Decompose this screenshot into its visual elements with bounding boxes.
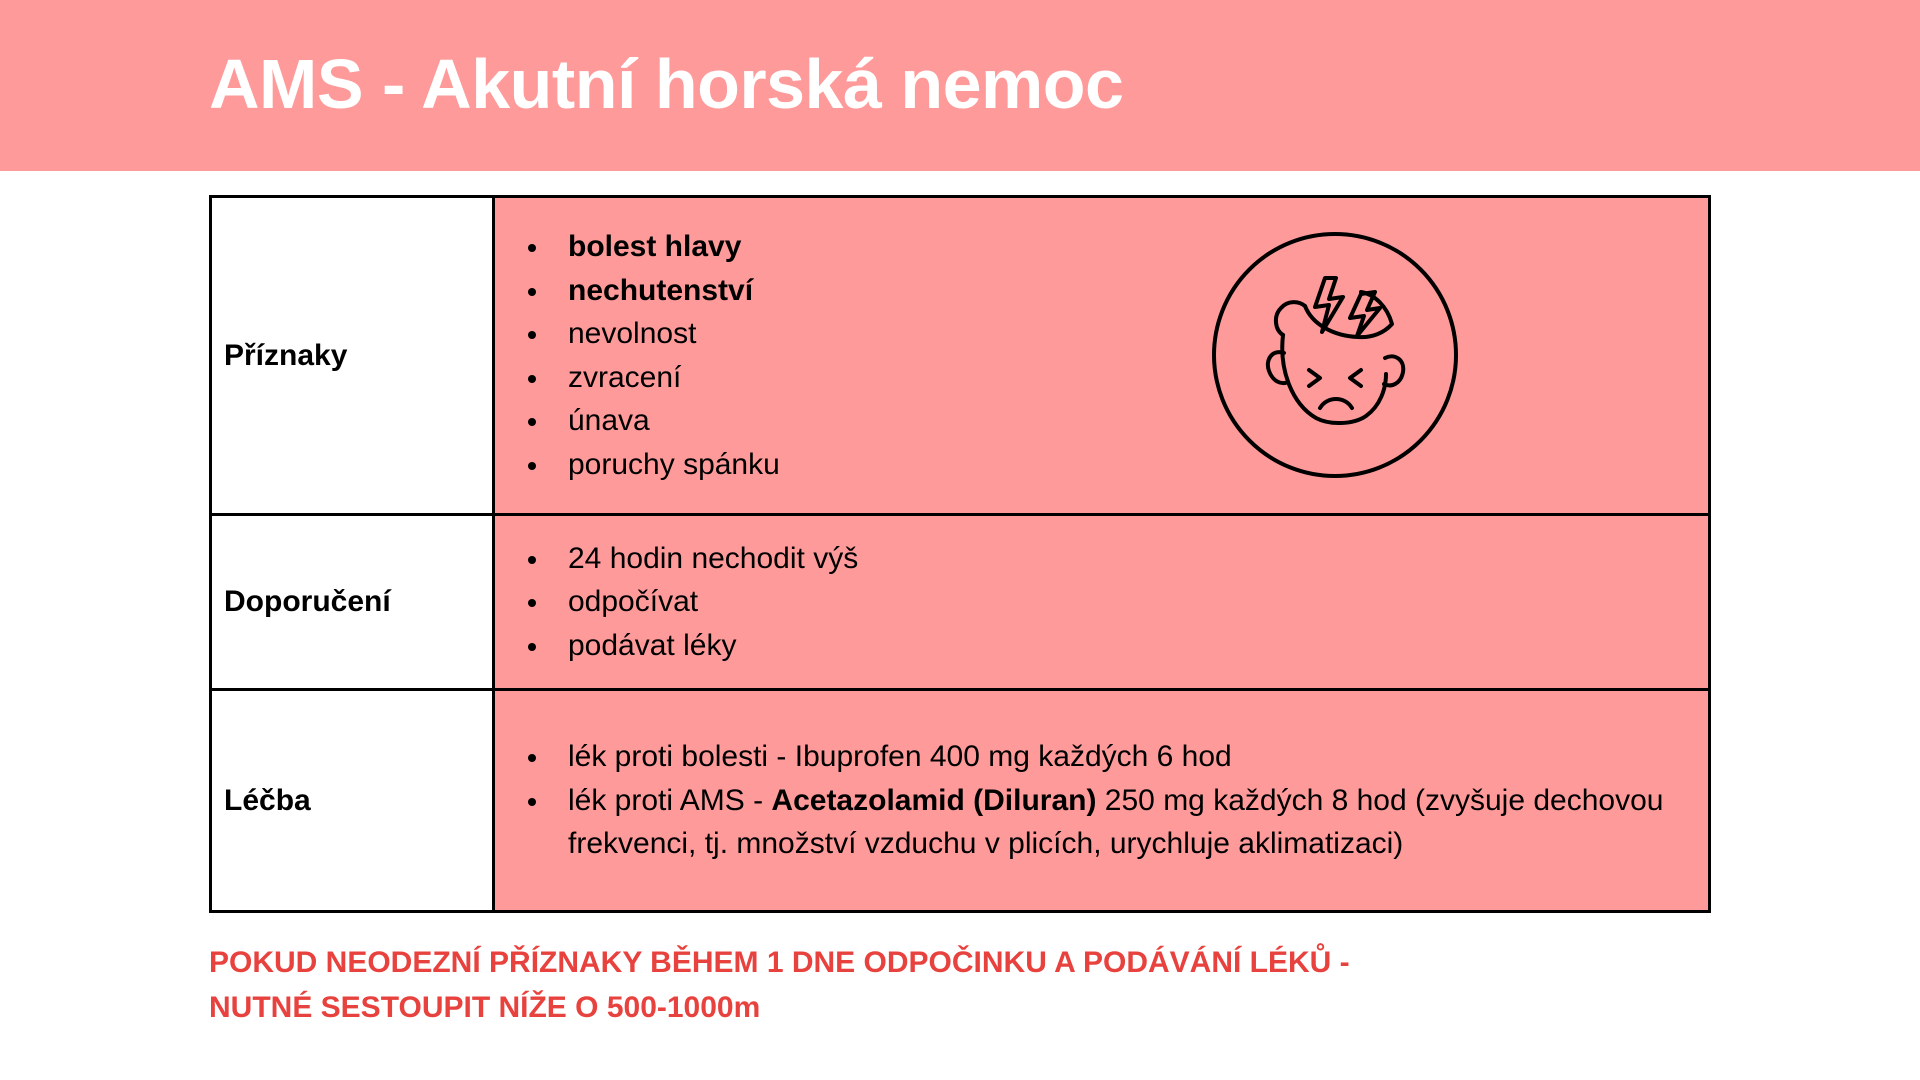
treatment-suffix: 250 mg každých 8 hod (zvyšuje dechovou frekvenci, tj. množství vzduchu v plicích, urychluje aklimatizaci) [568,783,1664,861]
table-row-recommendations [211,515,1710,690]
headache-face-icon [1212,232,1458,478]
list-item: nevolnost [525,312,1708,356]
header-banner [0,0,1920,171]
page-title: AMS - Akutní horská nemoc [209,45,1124,123]
table-row-symptoms [211,197,1710,515]
list-item: únava [525,399,1708,443]
list-item: odpočívat [525,580,1708,624]
row-label-treatment: Léčba [211,690,494,912]
treatment-list [525,735,1708,866]
list-item: lék proti bolesti - Ibuprofen 400 mg každých 6 hod [525,735,1668,779]
warning-line-2: NUTNÉ SESTOUPIT NÍŽE O 500-1000m [209,991,761,1024]
list-item: poruchy spánku [525,443,1708,487]
list-item: 24 hodin nechodit výš [525,537,1708,581]
row-content-symptoms [494,197,1710,515]
row-content-recommendations [494,515,1710,690]
row-content-treatment [494,690,1710,912]
symptoms-list [525,225,1708,486]
drug-name: Acetazolamid (Diluran) [771,783,1097,817]
info-table [209,195,1711,913]
warning-line-1: POKUD NEODEZNÍ PŘÍZNAKY BĚHEM 1 DNE ODPOČINKU A PODÁVÁNÍ LÉKŮ - [209,946,1350,979]
recommendations-list [525,537,1708,668]
list-item [525,779,1668,866]
treatment-prefix: lék proti AMS - [568,783,772,817]
list-item: nechutenství [525,269,1708,313]
list-item: zvracení [525,356,1708,400]
row-label-recommendations: Doporučení [211,515,494,690]
list-item: bolest hlavy [525,225,1708,269]
warning-text [209,940,1350,1030]
row-label-symptoms: Příznaky [211,197,494,515]
list-item: podávat léky [525,624,1708,668]
table-row-treatment [211,690,1710,912]
